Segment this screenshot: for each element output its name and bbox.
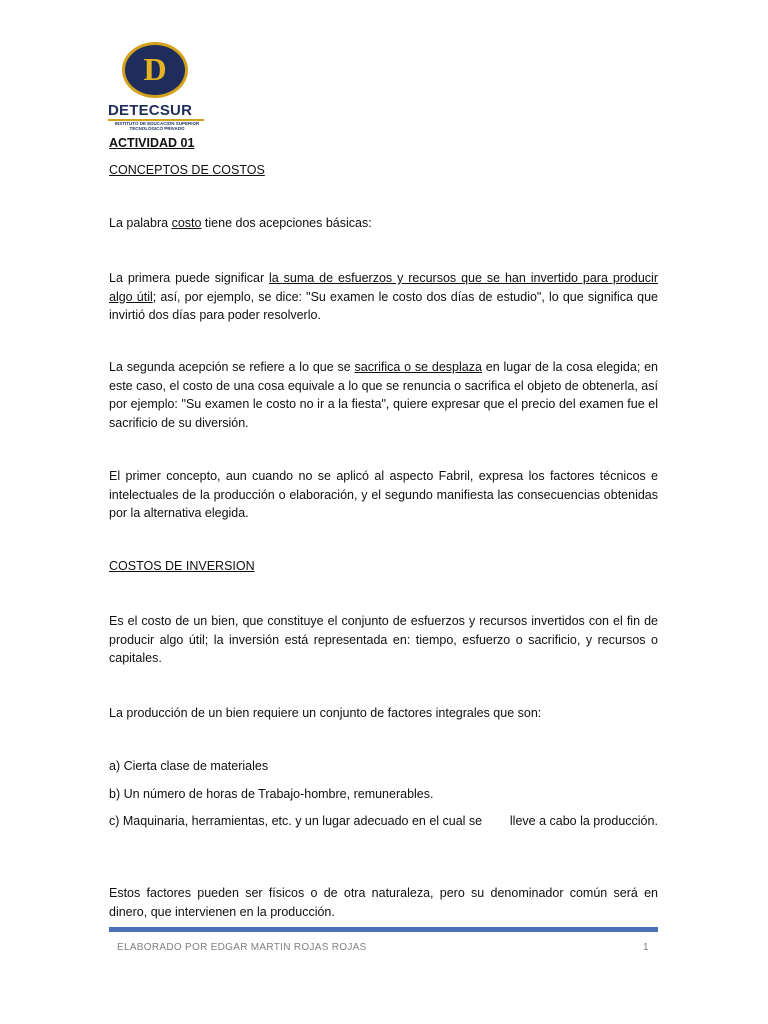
- footer-author: ELABORADO POR EDGAR MARTIN ROJAS ROJAS: [117, 942, 367, 953]
- seal-letter: D: [143, 51, 167, 87]
- seal-emblem: [122, 42, 188, 98]
- list-item-c: c) Maquinaria, herramientas, etc. y un lugar adecuado en el cual se lleve a cabo la producción.: [109, 814, 658, 828]
- paragraph-primer-concepto: El primer concepto, aun cuando no se aplicó al aspecto Fabril, expresa los factores técnicos e intelectuales de la producción o elaboración, y el segundo manifiesta las consecuencias obtenidas por la alternativa elegida.: [109, 469, 658, 520]
- logo-wordmark: DETECSUR: [108, 102, 193, 119]
- detecsur-logo: [108, 40, 206, 140]
- p1-pre: La palabra: [109, 216, 172, 230]
- activity-title: ACTIVIDAD 01: [109, 136, 195, 150]
- p3-pre: La segunda acepción se refiere a lo que se: [109, 360, 355, 374]
- paragraph-costo-bien: Es el costo de un bien, que constituye el conjunto de esfuerzos y recursos invertidos con el fin de producir algo útil; la inversión está representada en: tiempo, esfuerzo o sacrificio, y recursos o capitales.: [109, 614, 658, 665]
- p1-underlined: costo: [171, 216, 202, 230]
- paragraph-factores-intro: La producción de un bien requiere un conjunto de factores integrales que son:: [109, 706, 542, 720]
- p2-pre: La primera puede significar: [109, 271, 270, 285]
- paragraph-primera-acepcion: [109, 269, 658, 325]
- p2-post: ; así, por ejemplo, se dice: "Su examen le costo dos días de estudio", lo que significa que invirtió dos días para poder resolverlo.: [109, 289, 658, 322]
- logo-subtitle-line2: TECNOLÓGICO PRIVADO: [129, 126, 185, 131]
- logo-subtitle-line1: INSTITUTO DE EDUCACION SUPERIOR: [114, 121, 200, 126]
- p3-post: en lugar de la cosa elegida; en este caso, el costo de una cosa equivale a lo que se renuncia o sacrifica el objeto de obtenerla, así por ejemplo: "Su examen le costo no ir a la fiesta", quiere expresar que el precio del examen fue el sacrificio de su diversión.: [109, 360, 658, 430]
- page-number: 1: [643, 942, 649, 953]
- paragraph-denominador: Estos factores pueden ser físicos o de otra naturaleza, pero su denominador común será en dinero, que intervienen en la producción.: [109, 886, 658, 919]
- paragraph-costo-acepciones: [109, 214, 658, 233]
- list-item-a: a) Cierta clase de materiales: [109, 759, 269, 773]
- logo-subtitle: [108, 121, 206, 131]
- paragraph-segunda-acepcion: [109, 358, 658, 432]
- p1-post: tiene dos acepciones básicas:: [201, 216, 372, 230]
- p2-underlined: la suma de esfuerzos y recursos que se han invertido para producir algo útil: [109, 271, 658, 304]
- footer-rule: [109, 927, 658, 932]
- list-item-b: b) Un número de horas de Trabajo-hombre, remunerables.: [109, 787, 434, 801]
- section-heading-conceptos: CONCEPTOS DE COSTOS: [109, 163, 265, 177]
- p3-underlined: sacrifica o se desplaza: [354, 360, 482, 374]
- section-heading-inversion: COSTOS DE INVERSION: [109, 559, 255, 573]
